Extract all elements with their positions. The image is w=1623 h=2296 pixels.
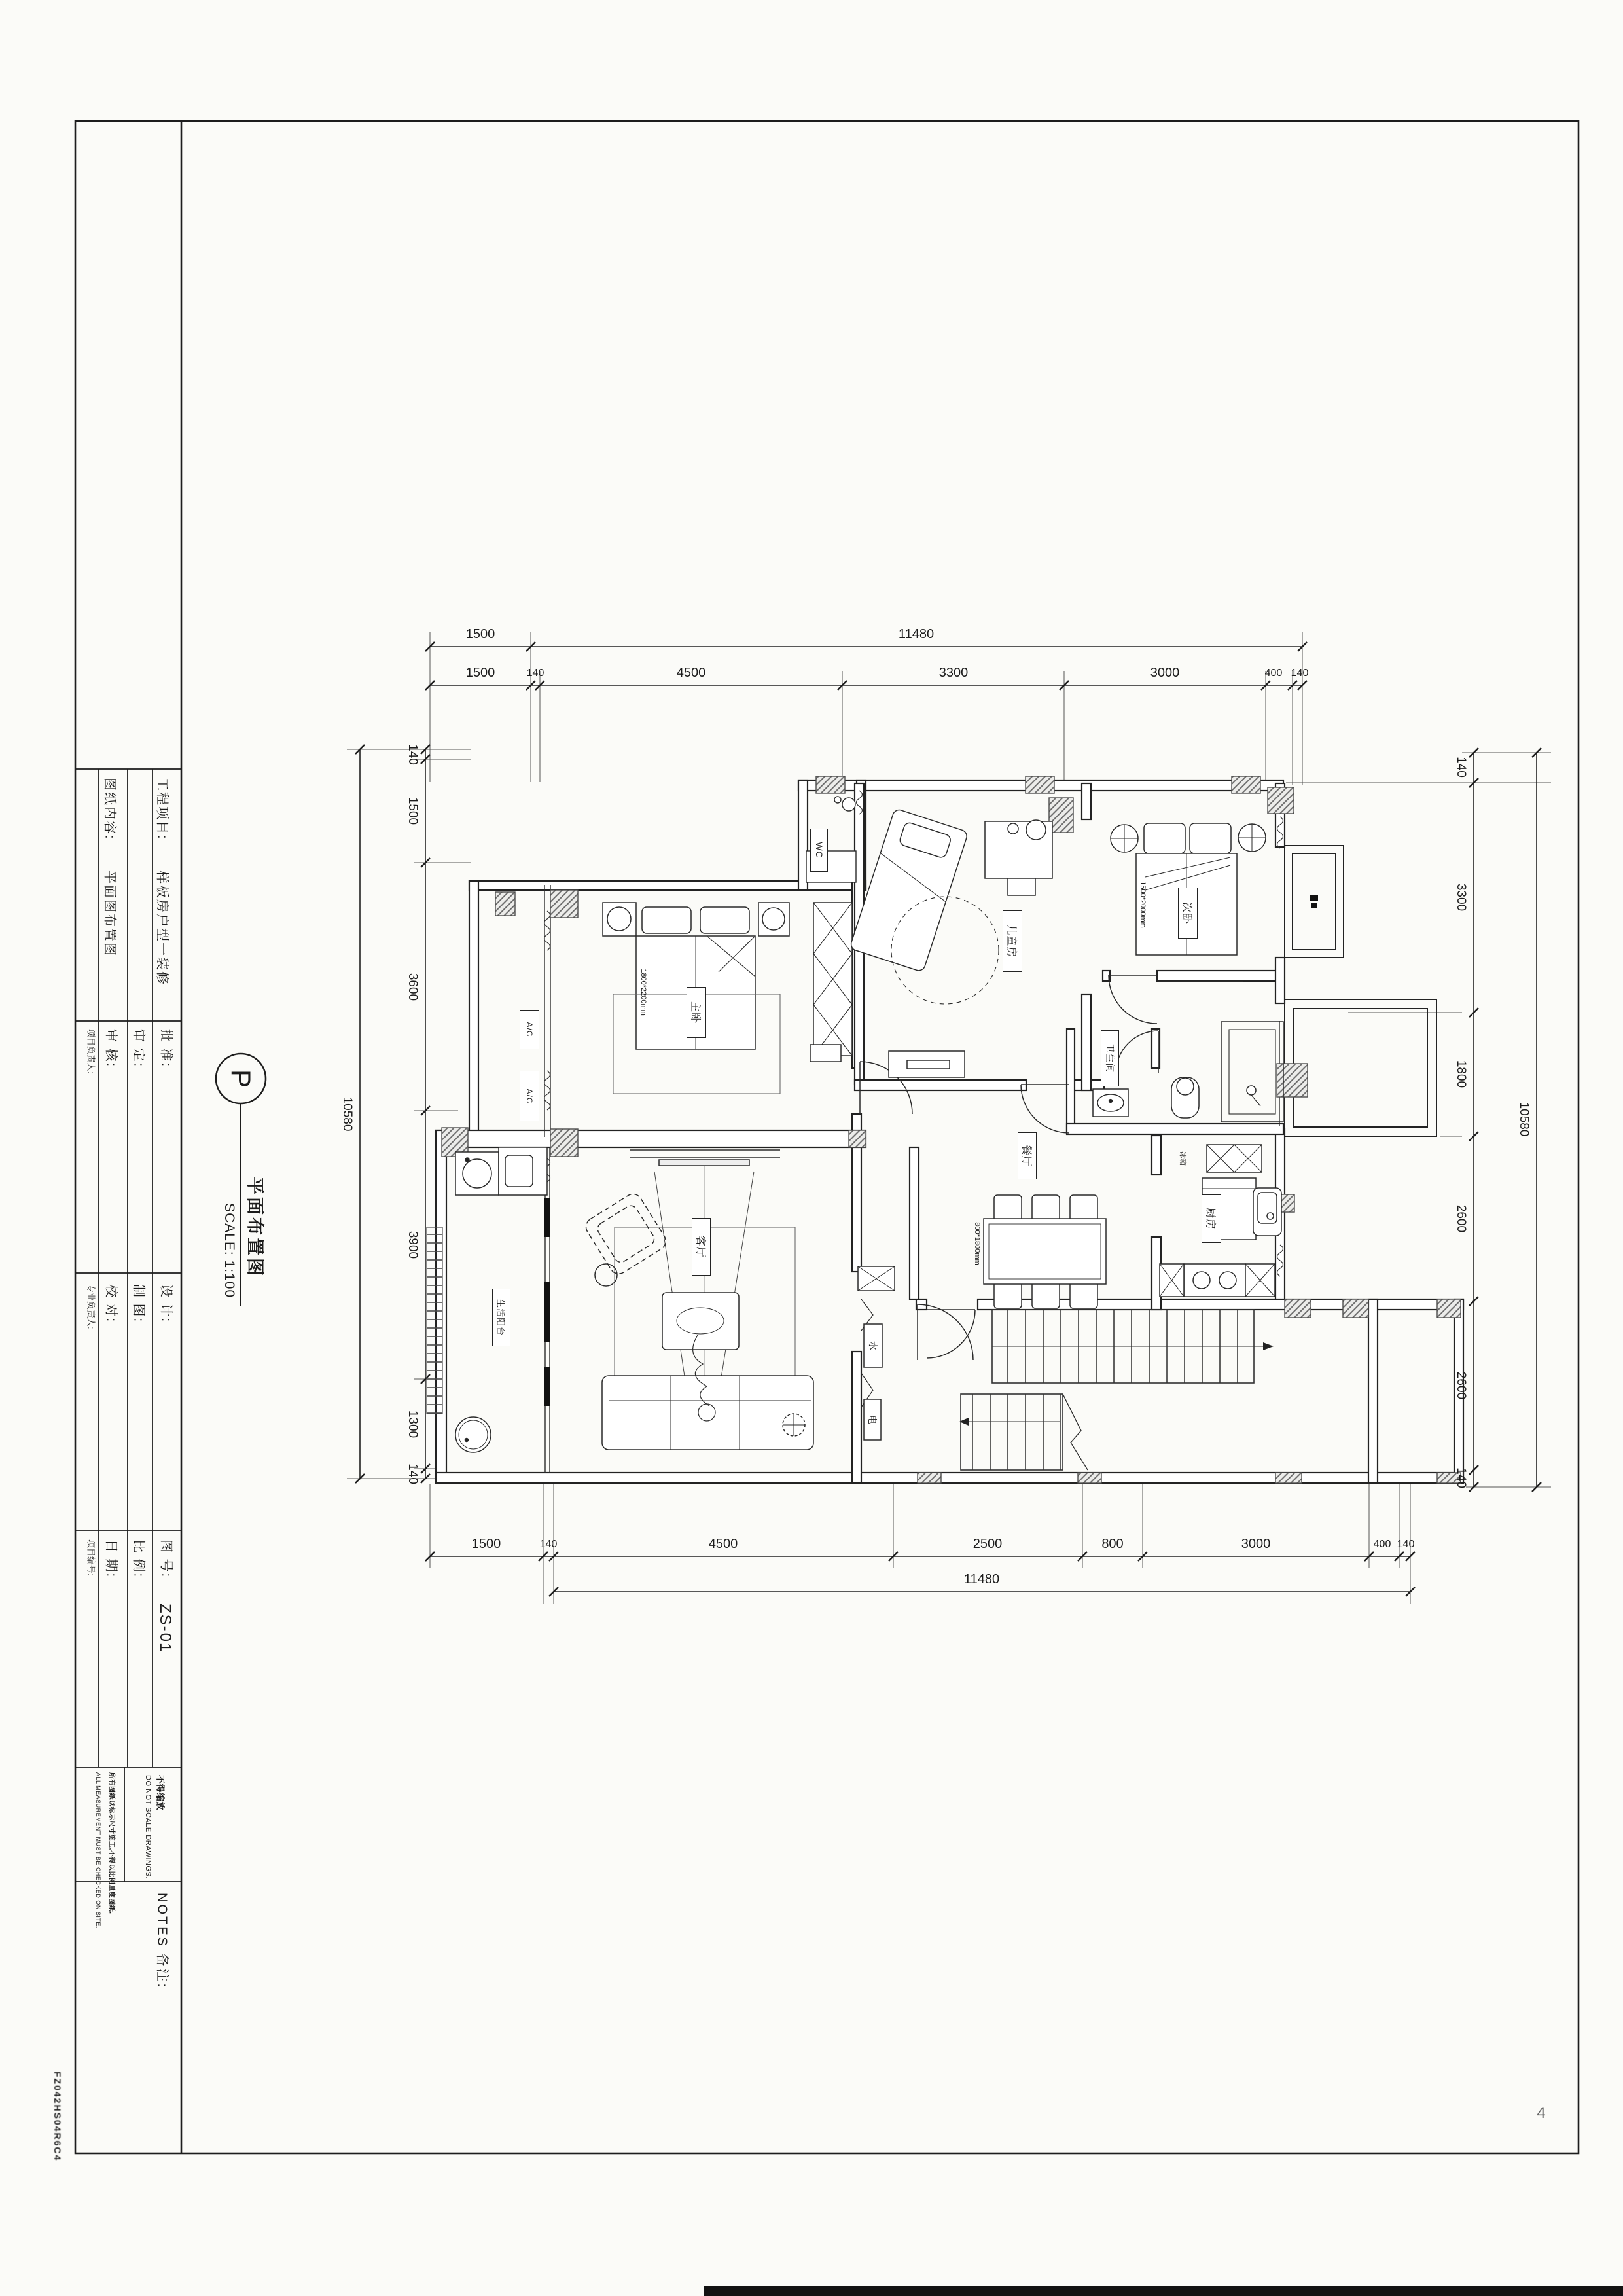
- room-label-dining: 餐厅: [1018, 1132, 1037, 1179]
- scan-stamp-text: FZ042HS04R6C4: [52, 2072, 63, 2162]
- dim-left-total: 10580: [340, 1096, 354, 1132]
- room-label-second: 次卧: [1178, 888, 1198, 939]
- dining-table-size: 800*1800mm: [973, 1222, 981, 1265]
- design-label: 设 计:: [158, 1284, 173, 1323]
- sliver-row3-label: 项目编号:: [86, 1539, 96, 1576]
- dim-right-2: 1800: [1454, 1060, 1468, 1088]
- dim-left-5: 140: [406, 1463, 419, 1484]
- content-label: 图纸内容:: [102, 778, 117, 840]
- check-label: 审 核:: [103, 1029, 118, 1068]
- dim-left-4: 1300: [406, 1410, 419, 1439]
- shaft-electric-label: 电: [867, 1415, 878, 1424]
- room-label-kids: 儿童房: [1003, 910, 1022, 972]
- room-label-balcony: 生活阳台: [492, 1289, 510, 1346]
- dim-bottom2-0: 11480: [963, 1572, 1000, 1587]
- dim-bottom1-3: 2500: [972, 1537, 1003, 1551]
- dim-right-1: 3300: [1454, 883, 1468, 912]
- second-bed-size: 1500*2000mm: [1139, 881, 1147, 928]
- draft-label: 制 图:: [131, 1284, 146, 1323]
- notes-header: NOTES 备注:: [154, 1893, 169, 1990]
- dim-top2-4: 3000: [1150, 666, 1180, 680]
- dim-left-2: 3600: [406, 973, 419, 1001]
- content-value: 平面图布置图: [102, 870, 117, 957]
- master-bed-size: 1800*2200mm: [639, 969, 647, 1016]
- dim-left-3: 3900: [406, 1230, 419, 1259]
- dim-top2-5: 400: [1264, 668, 1283, 679]
- dim-bottom1-4: 800: [1101, 1537, 1124, 1551]
- dim-left-1: 1500: [406, 797, 419, 825]
- dim-top1-1: 11480: [898, 627, 935, 641]
- proof-label: 校 对:: [103, 1284, 118, 1323]
- pencil-page-mark: 4: [1537, 2104, 1546, 2122]
- dim-bottom1-7: 140: [1397, 1539, 1415, 1550]
- dim-left-0: 140: [406, 744, 419, 765]
- dim-top2-3: 3300: [938, 666, 969, 680]
- shaft-water-label: 水: [868, 1341, 878, 1350]
- sliver-row2-label: 专业负责人:: [86, 1284, 96, 1329]
- dim-right-4: 2600: [1454, 1371, 1468, 1400]
- note1-en: DO NOT SCALE DRAWINGS.: [144, 1775, 152, 1879]
- drawing-no-label: 图 号:: [158, 1539, 173, 1579]
- dim-top2-0: 1500: [465, 666, 495, 680]
- plan-title: 平面布置图: [245, 1177, 265, 1278]
- dim-bottom1-2: 4500: [708, 1537, 738, 1551]
- plan-scale: SCALE: 1:100: [222, 1203, 237, 1299]
- dim-bottom1-1: 140: [539, 1539, 558, 1550]
- dim-right-5: 140: [1454, 1467, 1468, 1488]
- dim-top1-0: 1500: [465, 627, 495, 641]
- dim-top2-2: 4500: [676, 666, 706, 680]
- verify-label: 审 定:: [131, 1029, 146, 1068]
- ac-label-2: A/C: [520, 1071, 539, 1121]
- ac-label-1: A/C: [520, 1010, 539, 1049]
- approve-label: 批 准:: [158, 1029, 173, 1068]
- note1-zh: 不得缩放: [155, 1775, 166, 1811]
- dim-right-3: 2600: [1454, 1204, 1468, 1233]
- dim-right-total: 10580: [1517, 1102, 1531, 1137]
- drawing-no-value: ZS-01: [156, 1604, 174, 1653]
- room-label-living: 客厅: [692, 1218, 711, 1276]
- dim-top2-1: 140: [526, 668, 544, 679]
- dim-right-0: 140: [1454, 757, 1468, 778]
- dim-bottom1-5: 3000: [1241, 1537, 1271, 1551]
- room-label-master: 主卧: [687, 987, 706, 1038]
- fridge-label: 冰箱: [1179, 1151, 1186, 1166]
- dim-bottom1-0: 1500: [471, 1537, 501, 1551]
- dim-top2-6: 140: [1291, 668, 1309, 679]
- sliver-row1-label: 项目负责人:: [86, 1029, 96, 1074]
- date-label: 日 期:: [103, 1539, 118, 1579]
- scan-edge-bar: [704, 2286, 1623, 2296]
- project-value: 样板房户型一装修: [154, 870, 169, 986]
- note2-zh: 所有图纸以标示尺寸施工,不得以比例量度图纸.: [107, 1772, 115, 1914]
- scale-label: 比 例:: [131, 1539, 146, 1579]
- project-label: 工程项目:: [154, 778, 169, 840]
- room-label-kitchen: 厨房: [1202, 1194, 1221, 1243]
- room-label-bath: 卫生间: [1101, 1030, 1119, 1086]
- dim-bottom1-6: 400: [1373, 1539, 1391, 1550]
- room-label-wc: WC: [810, 829, 828, 872]
- note2-en: ALL MEASUREMENT MUST BE CHECKED ON SITE.: [95, 1772, 101, 1928]
- plan-bubble-letter: P: [226, 1069, 257, 1088]
